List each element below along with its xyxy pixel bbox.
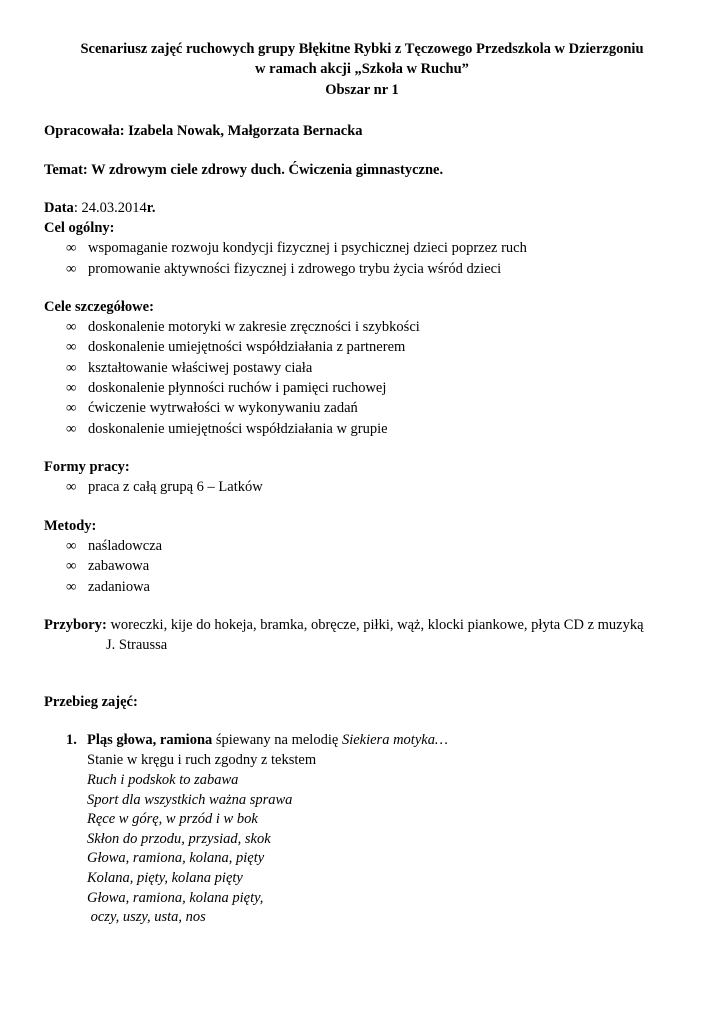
bullet-icon: ∞ <box>66 400 77 417</box>
lyric-line: Kolana, pięty, kolana pięty <box>87 870 243 886</box>
header-line-2: w ramach akcji „Szkoła w Ruchu” <box>255 61 469 77</box>
bullet-text: doskonalenie motoryki w zakresie zręczności i szybkości <box>88 319 420 335</box>
course-item-1 <box>66 730 448 750</box>
course-item-title: Pląs głowa, ramiona <box>87 732 213 748</box>
lyric-line: Głowa, ramiona, kolana, pięty <box>87 850 265 867</box>
bullet-text: zadaniowa <box>88 578 150 595</box>
bullet-icon: ∞ <box>66 260 77 277</box>
bullet-text: ćwiczenie wytrwałości w wykonywaniu zadań <box>88 400 358 417</box>
bullet-item <box>66 477 263 497</box>
bullet-item <box>66 317 420 337</box>
bullet-text: promowanie aktywności fizycznej i zdrowego trybu życia wśród dzieci <box>88 260 502 277</box>
bullet-text: zabawowa <box>88 558 150 575</box>
general-goal-heading: Cel ogólny: <box>44 220 115 236</box>
bullet-item <box>66 378 386 398</box>
bullet-item <box>66 556 149 576</box>
methods-heading: Metody: <box>44 518 97 534</box>
header-line-1: Scenariusz zajęć ruchowych grupy Błękitne Rybki z Tęczowego Przedszkola w Dzierzgoniu <box>80 41 644 57</box>
bullet-item <box>66 398 358 418</box>
bullet-icon: ∞ <box>66 359 77 376</box>
lyric-line: Ruch i podskok to zabawa <box>87 772 239 788</box>
course-item-number: 1. <box>66 732 77 748</box>
bullet-text: doskonalenie umiejętności współdziałania z partnerem <box>88 339 406 356</box>
date-value: : 24.03.2014 <box>73 200 147 216</box>
bullet-item <box>66 358 312 378</box>
bullet-item <box>66 238 527 258</box>
lyric-line: oczy, uszy, usta, nos <box>87 909 206 926</box>
bullet-icon: ∞ <box>66 379 77 396</box>
specific-goals-heading: Cele szczegółowe: <box>44 299 154 315</box>
bullet-item <box>66 337 405 357</box>
bullet-icon: ∞ <box>66 479 77 495</box>
lyric-line: Głowa, ramiona, kolana pięty, <box>87 889 264 906</box>
equipment-label: Przybory: <box>44 617 107 633</box>
author-line: Opracowała: Izabela Nowak, Małgorzata Bernacka <box>44 123 363 139</box>
course-heading: Przebieg zajęć: <box>44 694 138 710</box>
bullet-icon: ∞ <box>66 538 77 554</box>
date-line <box>44 198 155 218</box>
lyric-line: Skłon do przodu, przysiad, skok <box>87 830 271 847</box>
bullet-text: kształtowanie właściwej postawy ciała <box>88 359 313 376</box>
header-line-3: Obszar nr 1 <box>325 82 399 98</box>
bullet-item <box>66 536 162 556</box>
bullet-icon: ∞ <box>66 578 77 595</box>
bullet-text: doskonalenie umiejętności współdziałania w grupie <box>88 420 388 437</box>
bullet-text: praca z całą grupą 6 – Latków <box>88 479 263 495</box>
bullet-icon: ∞ <box>66 420 77 437</box>
bullet-text: naśladowcza <box>88 538 163 554</box>
equipment-continuation: J. Straussa <box>106 637 168 653</box>
lyric-line: Ręce w górę, w przód i w bok <box>87 811 258 828</box>
course-item-1-line2: Stanie w kręgu i ruch zgodny z tekstem <box>87 752 317 768</box>
equipment-line <box>44 615 644 635</box>
bullet-icon: ∞ <box>66 558 77 575</box>
date-label: Data <box>44 200 74 216</box>
topic-line: Temat: W zdrowym ciele zdrowy duch. Ćwiczenia gimnastyczne. <box>44 162 444 178</box>
bullet-text: doskonalenie płynności ruchów i pamięci ruchowej <box>88 379 387 396</box>
lyric-line: Sport dla wszystkich ważna sprawa <box>87 791 293 808</box>
bullet-item <box>66 577 150 597</box>
bullet-text: wspomaganie rozwoju kondycji fizycznej i psychicznej dzieci poprzez ruch <box>88 240 527 256</box>
work-forms-heading: Formy pracy: <box>44 459 130 475</box>
bullet-icon: ∞ <box>66 240 77 256</box>
date-suffix: r. <box>146 200 156 216</box>
course-item-mid: śpiewany na melodię <box>212 732 342 748</box>
equipment-text: woreczki, kije do hokeja, bramka, obręcze, piłki, wąż, klocki piankowe, płyta CD z muzyką <box>106 617 644 633</box>
course-item-melody: Siekiera motyka… <box>341 732 448 748</box>
bullet-icon: ∞ <box>66 339 77 356</box>
bullet-item <box>66 419 388 439</box>
bullet-icon: ∞ <box>66 319 77 335</box>
bullet-item <box>66 259 501 279</box>
